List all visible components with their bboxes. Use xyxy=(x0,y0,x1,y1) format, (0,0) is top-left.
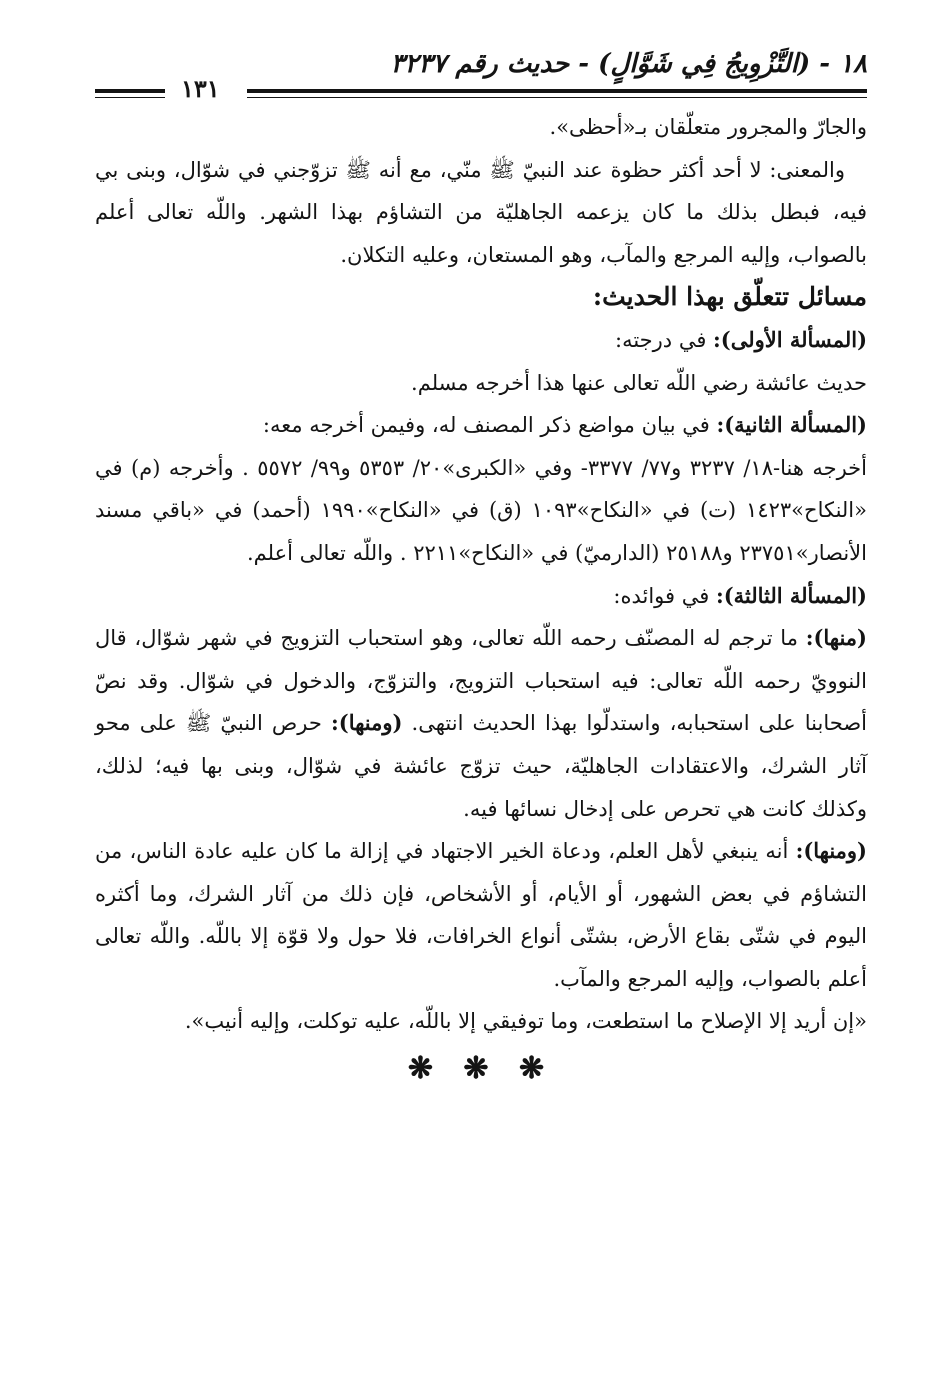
question-3-label: (المسألة الثالثة): xyxy=(715,582,867,608)
question-3-title: في فوائده: xyxy=(613,583,716,608)
question-2-body: أخرجه هنا-١٨/ ٣٢٣٧ و٧٧/ ٣٣٧٧- وفي «الكبرى»٢٠/ ٥٣٥٣ و٩٩/ ٥٥٧٢ . وأخرجه (م) في «النكاح»١٤٢٣ (ت) في «النكاح»١٠٩٣ (ق) في «النكاح»١٩٩٠ (أحمد) في «باقي مسند الأنصار»٢٣٧٥١ و٢٥١٨٨ (الدارميّ) في «النكاح»٢٢١١ . واللّه تعالى أعلم. xyxy=(95,455,867,565)
page-header xyxy=(95,44,867,106)
benefit-2-text: حرص النبيّ ﷺ على محو آثار الشرك، والاعتقادات الجاهليّة، حيث تزوّج عائشة في شوّال، وبنى بها فيه؛ لذلك، وكذلك كانت هي تحرص على إدخال نسائها فيه. xyxy=(95,711,867,821)
closing-quote: «إن أريد إلا الإصلاح ما استطعت، وما توفيقي إلا باللّه، عليه توكلت، وإليه أنيب». xyxy=(184,1009,867,1034)
question-1 xyxy=(95,319,867,362)
header-rule-short xyxy=(95,89,165,93)
paragraph-meaning: والمعنى: لا أحد أكثر حظوة عند النبيّ ﷺ منّي، مع أنه ﷺ تزوّجني في شوّال، وبنى بي فيه، فبطل بذلك ما كان يزعمه الجاهليّة من التشاؤم بهذا الشهر. واللّه تعالى أعلم بالصواب، وإليه المرجع والمآب، وهو المستعان، وعليه التكلان. xyxy=(95,157,867,267)
question-2-title: في بيان مواضع ذكر المصنف له، وفيمن أخرجه معه: xyxy=(262,413,717,438)
benefit-3-label: (ومنها): xyxy=(795,838,867,864)
question-1-title: في درجته: xyxy=(615,327,714,352)
question-3 xyxy=(95,575,867,618)
question-2-label: (المسألة الثانية): xyxy=(716,412,867,438)
page xyxy=(95,44,867,1091)
section-separator: ❋ ❋ ❋ xyxy=(407,1051,555,1087)
benefit-3-text: أنه ينبغي لأهل العلم، ودعاة الخير الاجتهاد في إزالة ما كان عليه عادة الناس، من التشاؤم في بعض الشهور، أو الأيام، أو الأشخاص، فإن ذلك من آثار الشرك، وما أكثره اليوم في شتّى بقاع الأرض، بشتّى أنواع الخرافات، فلا حول ولا قوّة إلا باللّه. واللّه تعالى أعلم بالصواب، وإليه المرجع والمآب. xyxy=(95,839,867,991)
page-number: ١٣١ xyxy=(181,74,220,103)
body-text xyxy=(95,106,867,1043)
header-rule xyxy=(247,89,867,93)
benefit-2-label: (ومنها): xyxy=(331,710,403,736)
paragraph-grammar-note: والجارّ والمجرور متعلّقان بـ«أحظى». xyxy=(549,115,867,139)
benefit-1-label: (منها): xyxy=(805,625,867,651)
benefit-1-2 xyxy=(95,617,867,830)
running-title: ١٨ - (التَّزْوِيجُ فِي شَوَّالٍ) - حديث رقم ٣٢٣٧ xyxy=(390,49,867,79)
benefit-3 xyxy=(95,830,867,1000)
benefit-1-text: ما ترجم له المصنّف رحمه اللّه تعالى، وهو استحباب التزويج في شهر شوّال، قال النوويّ رحمه اللّه تعالى: فيه استحباب التزويج، والتزوّج، والدخول في شوّال. وقد نصّ أصحابنا على استحبابه، واستدلّوا بهذا الحديث انتهى. xyxy=(95,626,867,736)
question-2 xyxy=(95,404,867,447)
section-heading: مسائل تتعلّق بهذا الحديث: xyxy=(592,282,867,312)
question-1-label: (المسألة الأولى): xyxy=(713,326,867,352)
question-1-body: حديث عائشة رضي اللّه تعالى عنها هذا أخرجه مسلم. xyxy=(411,370,867,395)
